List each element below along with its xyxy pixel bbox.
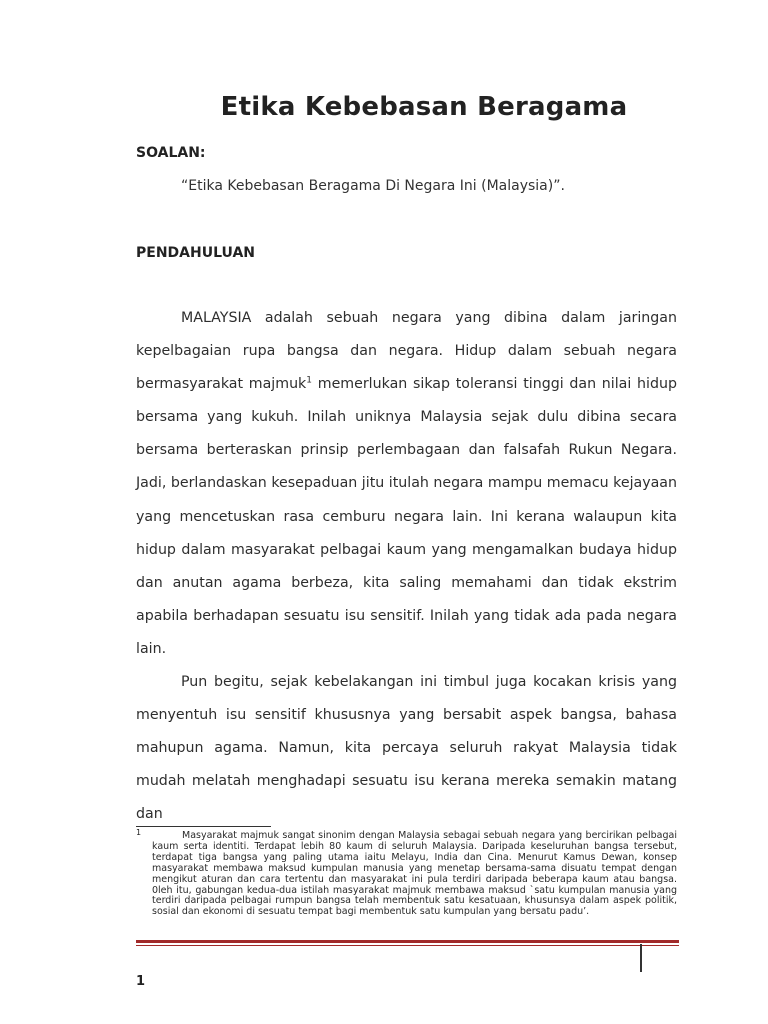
- paragraph-1-text-a: MALAYSIA adalah sebuah negara yang dibina dalam jaringan kepelbagaian rupa bangsa dan negara. Hidup dalam sebuah negara bermasyarakat majmuk: [136, 310, 677, 393]
- footnote-number: 1: [136, 828, 142, 837]
- question-heading: SOALAN:: [136, 145, 206, 161]
- footnote-text: Masyarakat majmuk sangat sinonim dengan Malaysia sebagai sebuah negara yang bercirikan pelbagai kaum serta identiti. Terdapat lebih 80 kaum di seluruh Malaysia. Daripada keseluruhan bangsa tersebut, terdapat tiga bangsa yang paling utama iaitu Melayu, India dan Cina. Menurut Kamus Dewan, konsep masyarakat membawa maksud kumpulan manusia yang menetap bersama-sama disuatu tempat dengan mengikut aturan dan cara tertentu dan masyarakat ini pula terdiri daripada beberapa kaum atau bangsa. 0leh itu, gabungan kedua-dua istilah masyarakat majmuk membawa maksud `satu kumpulan manusia yang terdiri daripada pelbagai rumpun bangsa telah membentuk satu kesatuaan, khusunsya dalam aspek politik, sosial dan ekonomi di sesuatu tempat bagi membentuk satu kumpulan yang bersatu padu’.: [152, 830, 677, 918]
- footnote-reference: 1: [306, 375, 313, 386]
- paragraph-1: [136, 302, 677, 666]
- footer-rule-thin: [136, 945, 679, 946]
- question-text: “Etika Kebebasan Beragama Di Negara Ini (Malaysia)”.: [181, 178, 565, 194]
- footer-rule-thick: [136, 940, 679, 943]
- intro-heading: PENDAHULUAN: [136, 245, 255, 261]
- footer-vertical-mark: [640, 944, 642, 972]
- paragraph-1-text-b: memerlukan sikap toleransi tinggi dan nilai hidup bersama yang kukuh. Inilah uniknya Malaysia sejak dulu dibina secara bersama berteraskan prinsip perlembagaan dan falsafah Rukun Negara. Jadi, berlandaskan kesepaduan jitu itulah negara mampu memacu kejayaan yang mencetuskan rasa cemburu negara lain. Ini kerana walaupun kita hidup dalam masyarakat pelbagai kaum yang mengamalkan budaya hidup dan anutan agama berbeza, kita saling memahami dan tidak ekstrim apabila berhadapan sesuatu isu sensitif. Inilah yang tidak ada pada negara lain.: [136, 376, 677, 657]
- document-title: Etika Kebebasan Beragama: [220, 92, 628, 122]
- page-number: 1: [136, 974, 146, 989]
- paragraph-2: Pun begitu, sejak kebelakangan ini timbul juga kocakan krisis yang menyentuh isu sensitif khususnya yang bersabit aspek bangsa, bahasa mahupun agama. Namun, kita percaya seluruh rakyat Malaysia tidak mudah melatah menghadapi sesuatu isu kerana mereka semakin matang dan: [136, 674, 677, 823]
- footnote-separator: [136, 826, 271, 827]
